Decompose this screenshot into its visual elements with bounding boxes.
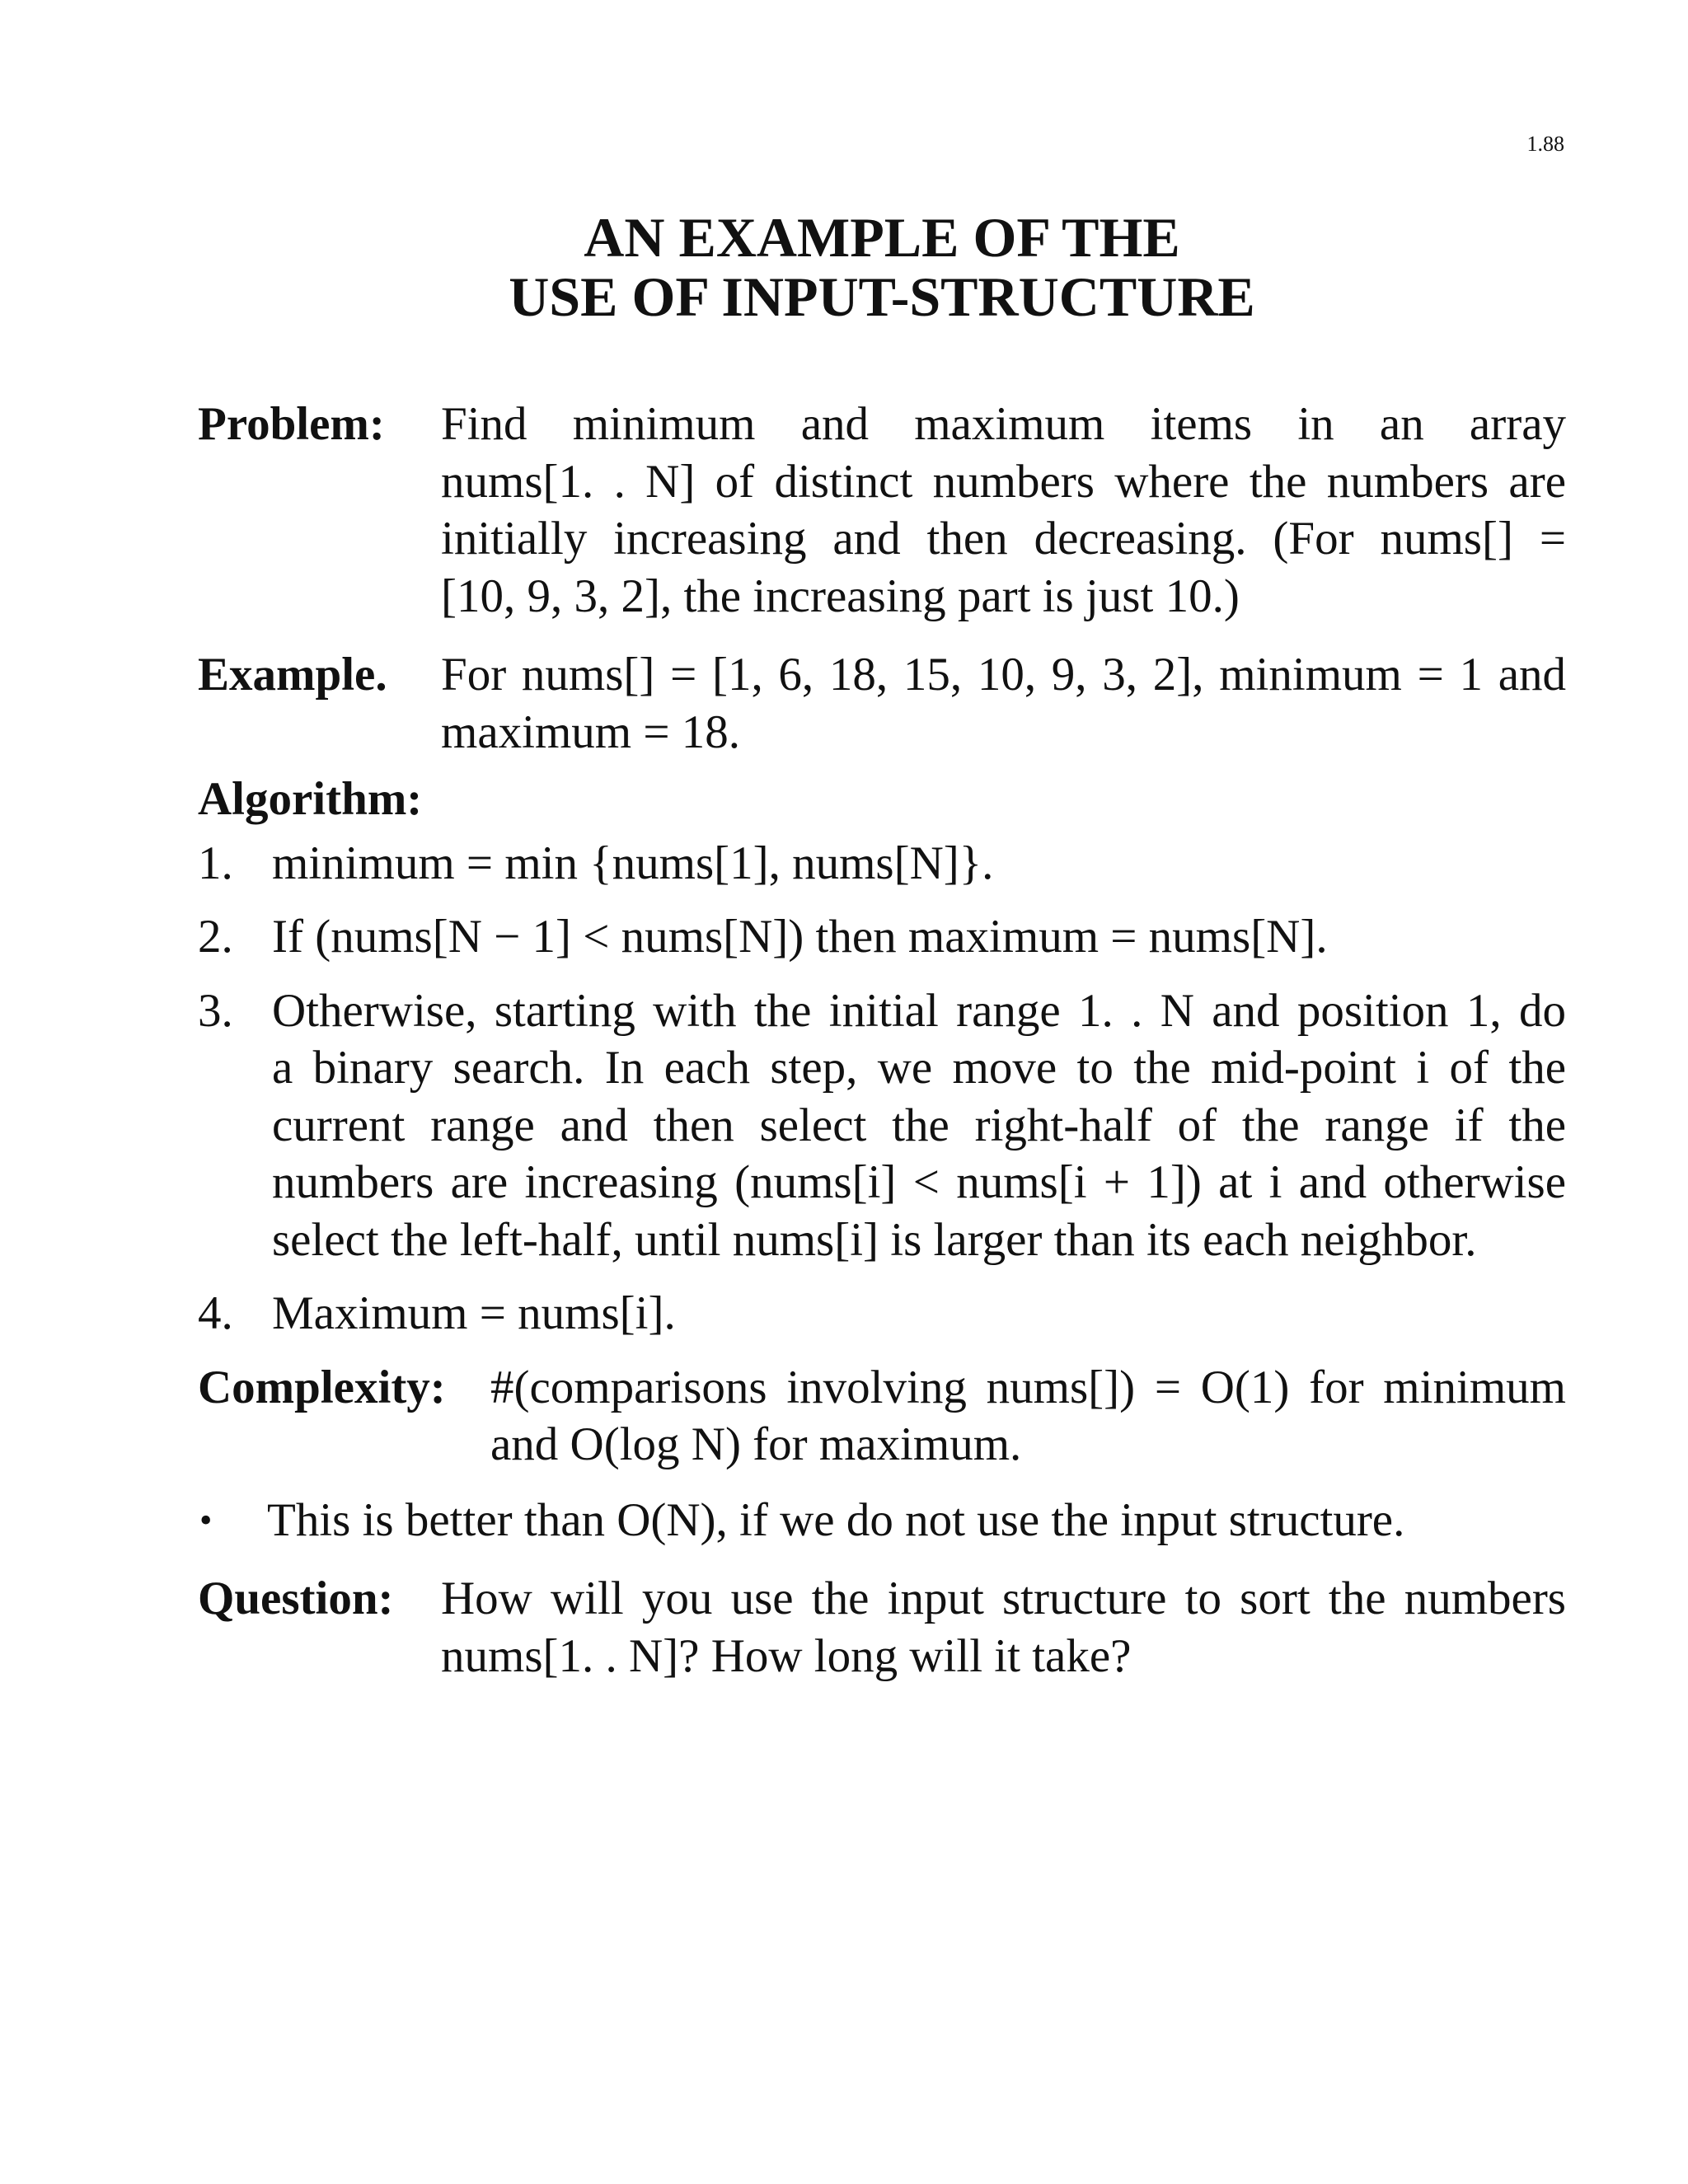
complexity-line: #(comparisons involving nums[]) = O(1) for minimum [490, 1361, 1566, 1413]
complexity-line: and O(log N) for maximum. [490, 1418, 1022, 1470]
question-line: How will you use the input structure to sort the numbers [441, 1572, 1566, 1624]
problem-line: [10, 9, 3, 2], the increasing part is just 10.) [441, 569, 1240, 622]
problem-line: nums[1. . N] of distinct numbers where the numbers are [441, 455, 1566, 508]
problem-section [198, 396, 1566, 625]
step-line: minimum = min {nums[1], nums[N]}. [272, 837, 994, 889]
step-line: If (nums[N − 1] < nums[N]) then maximum = nums[N]. [272, 911, 1328, 963]
complexity-section [198, 1359, 1566, 1474]
step-number: 3. [198, 984, 233, 1037]
algorithm-step [198, 835, 1566, 893]
problem-body [441, 396, 1566, 625]
example-body [441, 646, 1566, 761]
step-line: Otherwise, starting with the initial range 1. . N and position 1, do [272, 984, 1566, 1037]
step-body [272, 982, 1566, 1269]
step-line: select the left-half, until nums[i] is larger than its each neighbor. [272, 1213, 1477, 1266]
problem-line: initially increasing and then decreasing. (For nums[] = [441, 513, 1566, 565]
bullet-text: This is better than O(N), if we do not use the input structure. [267, 1493, 1405, 1546]
content [198, 396, 1566, 1685]
page-number: 1.88 [1526, 132, 1564, 156]
example-line: maximum = 18. [441, 705, 741, 758]
step-body [272, 1285, 1566, 1343]
step-body [272, 835, 1566, 893]
step-body [272, 908, 1566, 966]
bullet-item [198, 1492, 1566, 1549]
step-line: numbers are increasing (nums[i] < nums[i + 1]) at i and otherwise [272, 1156, 1566, 1208]
question-section [198, 1570, 1566, 1685]
example-line: For nums[] = [1, 6, 18, 15, 10, 9, 3, 2], minimum = 1 and [441, 649, 1566, 701]
title-line-1: AN EXAMPLE OF THE [584, 206, 1180, 269]
question-body [441, 1570, 1566, 1685]
step-number: 4. [198, 1287, 233, 1339]
page-title [0, 208, 1688, 326]
question-label: Question: [198, 1572, 394, 1624]
problem-label: Problem: [198, 398, 385, 450]
step-number: 1. [198, 837, 233, 889]
title-line-2: USE OF INPUT-STRUCTURE [509, 265, 1255, 328]
bullet-icon: • [199, 1499, 213, 1540]
algorithm-step [198, 982, 1566, 1269]
algorithm-steps [198, 835, 1566, 1343]
question-line: nums[1. . N]? How long will it take? [441, 1629, 1132, 1682]
complexity-body [490, 1359, 1566, 1474]
problem-line: Find minimum and maximum items in an array [441, 398, 1566, 450]
step-line: Maximum = nums[i]. [272, 1287, 676, 1339]
example-label: Example. [198, 649, 387, 701]
step-line: a binary search. In each step, we move to the mid-point i of the [272, 1042, 1566, 1094]
step-line: current range and then select the right-half of the range if the [272, 1099, 1566, 1151]
algorithm-step [198, 908, 1566, 966]
complexity-label: Complexity: [198, 1361, 446, 1413]
algorithm-label: Algorithm: [198, 773, 423, 825]
algorithm-step [198, 1285, 1566, 1343]
example-section [198, 646, 1566, 761]
step-number: 2. [198, 911, 233, 963]
